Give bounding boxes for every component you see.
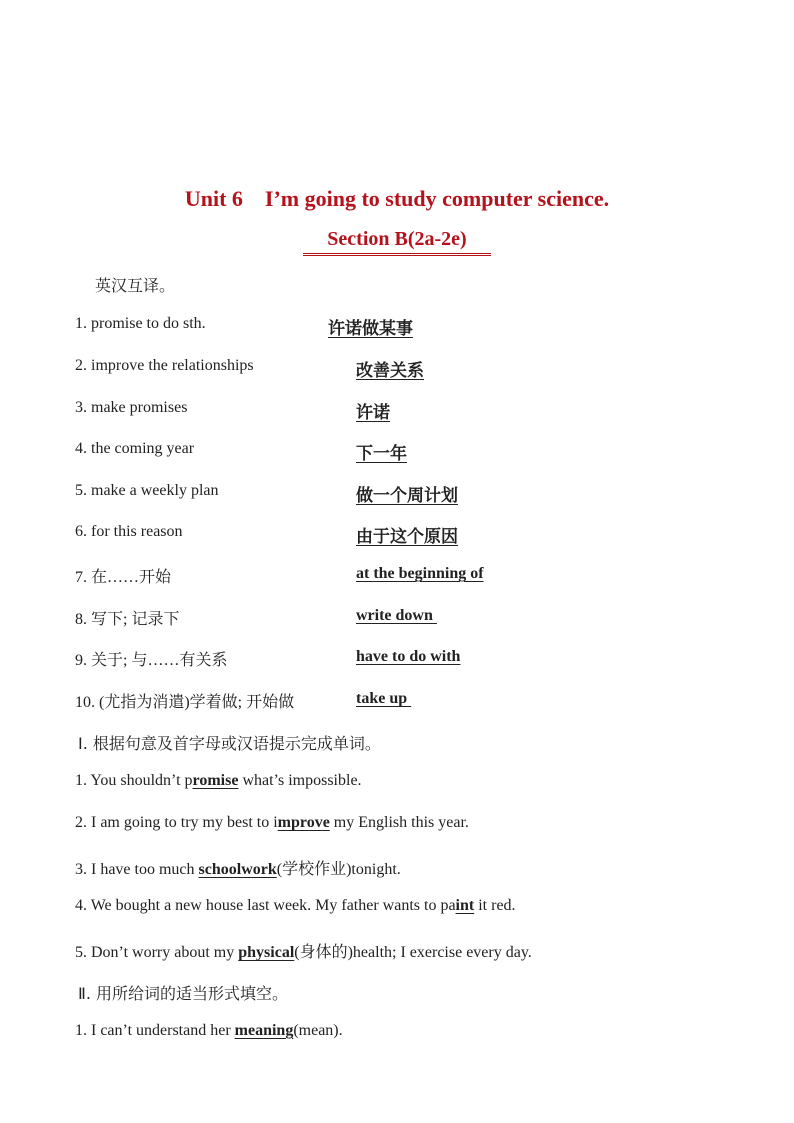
part-1-sentence-2: 2. I am going to try my best to improve my English this year. xyxy=(75,814,469,831)
blank-answer: schoolwork xyxy=(198,861,277,878)
blank-answer: mprove xyxy=(277,814,330,831)
translation-heading: 英汉互译。 xyxy=(95,276,176,295)
translation-item-10-answer: take up xyxy=(356,690,412,707)
page-title: Unit 6 I’m going to study computer science. xyxy=(184,186,610,211)
translation-item-1-answer: 许诺做某事 xyxy=(328,319,413,339)
translation-item-4-answer: 下一年 xyxy=(356,444,407,464)
part-1-sentence-1: 1. You shouldn’t promise what’s impossible. xyxy=(75,772,362,789)
translation-item-8-question: 8. 写下; 记录下 xyxy=(75,611,180,628)
part-1-sentence-5: 5. Don’t worry about my physical(身体的)health; I exercise every day. xyxy=(75,944,532,961)
blank-answer: int xyxy=(455,897,475,914)
part-2-sentence-1: 1. I can’t understand her meaning(mean). xyxy=(75,1022,343,1039)
translation-item-9-answer: have to do with xyxy=(356,648,461,665)
translation-item-1-question: 1. promise to do sth. xyxy=(75,315,206,332)
translation-item-2-answer: 改善关系 xyxy=(356,361,424,381)
translation-item-5-answer: 做一个周计划 xyxy=(356,486,458,506)
translation-item-5-question: 5. make a weekly plan xyxy=(75,482,219,499)
part-1-sentence-3: 3. I have too much schoolwork(学校作业)tonight. xyxy=(75,861,401,878)
translation-item-3-answer: 许诺 xyxy=(356,403,390,423)
translation-item-7-answer: at the beginning of xyxy=(356,565,484,582)
translation-item-10-question: 10. (尤指为消遣)学着做; 开始做 xyxy=(75,694,295,711)
translation-item-8-answer: write down xyxy=(356,607,437,624)
translation-item-6-answer: 由于这个原因 xyxy=(356,527,458,547)
translation-item-6-question: 6. for this reason xyxy=(75,523,183,540)
translation-item-4-question: 4. the coming year xyxy=(75,440,195,457)
part-2-heading: Ⅱ. 用所给词的适当形式填空。 xyxy=(78,984,289,1003)
blank-answer: romise xyxy=(192,772,239,789)
blank-answer: meaning xyxy=(234,1022,294,1039)
translation-item-9-question: 9. 关于; 与……有关系 xyxy=(75,652,228,669)
part-1-heading: Ⅰ. 根据句意及首字母或汉语提示完成单词。 xyxy=(78,734,381,753)
translation-item-3-question: 3. make promises xyxy=(75,399,188,416)
translation-item-7-question: 7. 在……开始 xyxy=(75,569,172,586)
translation-item-2-question: 2. improve the relationships xyxy=(75,357,254,374)
section-subtitle: Section B(2a-2e) xyxy=(0,228,794,256)
part-1-sentence-4: 4. We bought a new house last week. My father wants to paint it red. xyxy=(75,897,516,914)
blank-answer: physical xyxy=(238,944,295,961)
